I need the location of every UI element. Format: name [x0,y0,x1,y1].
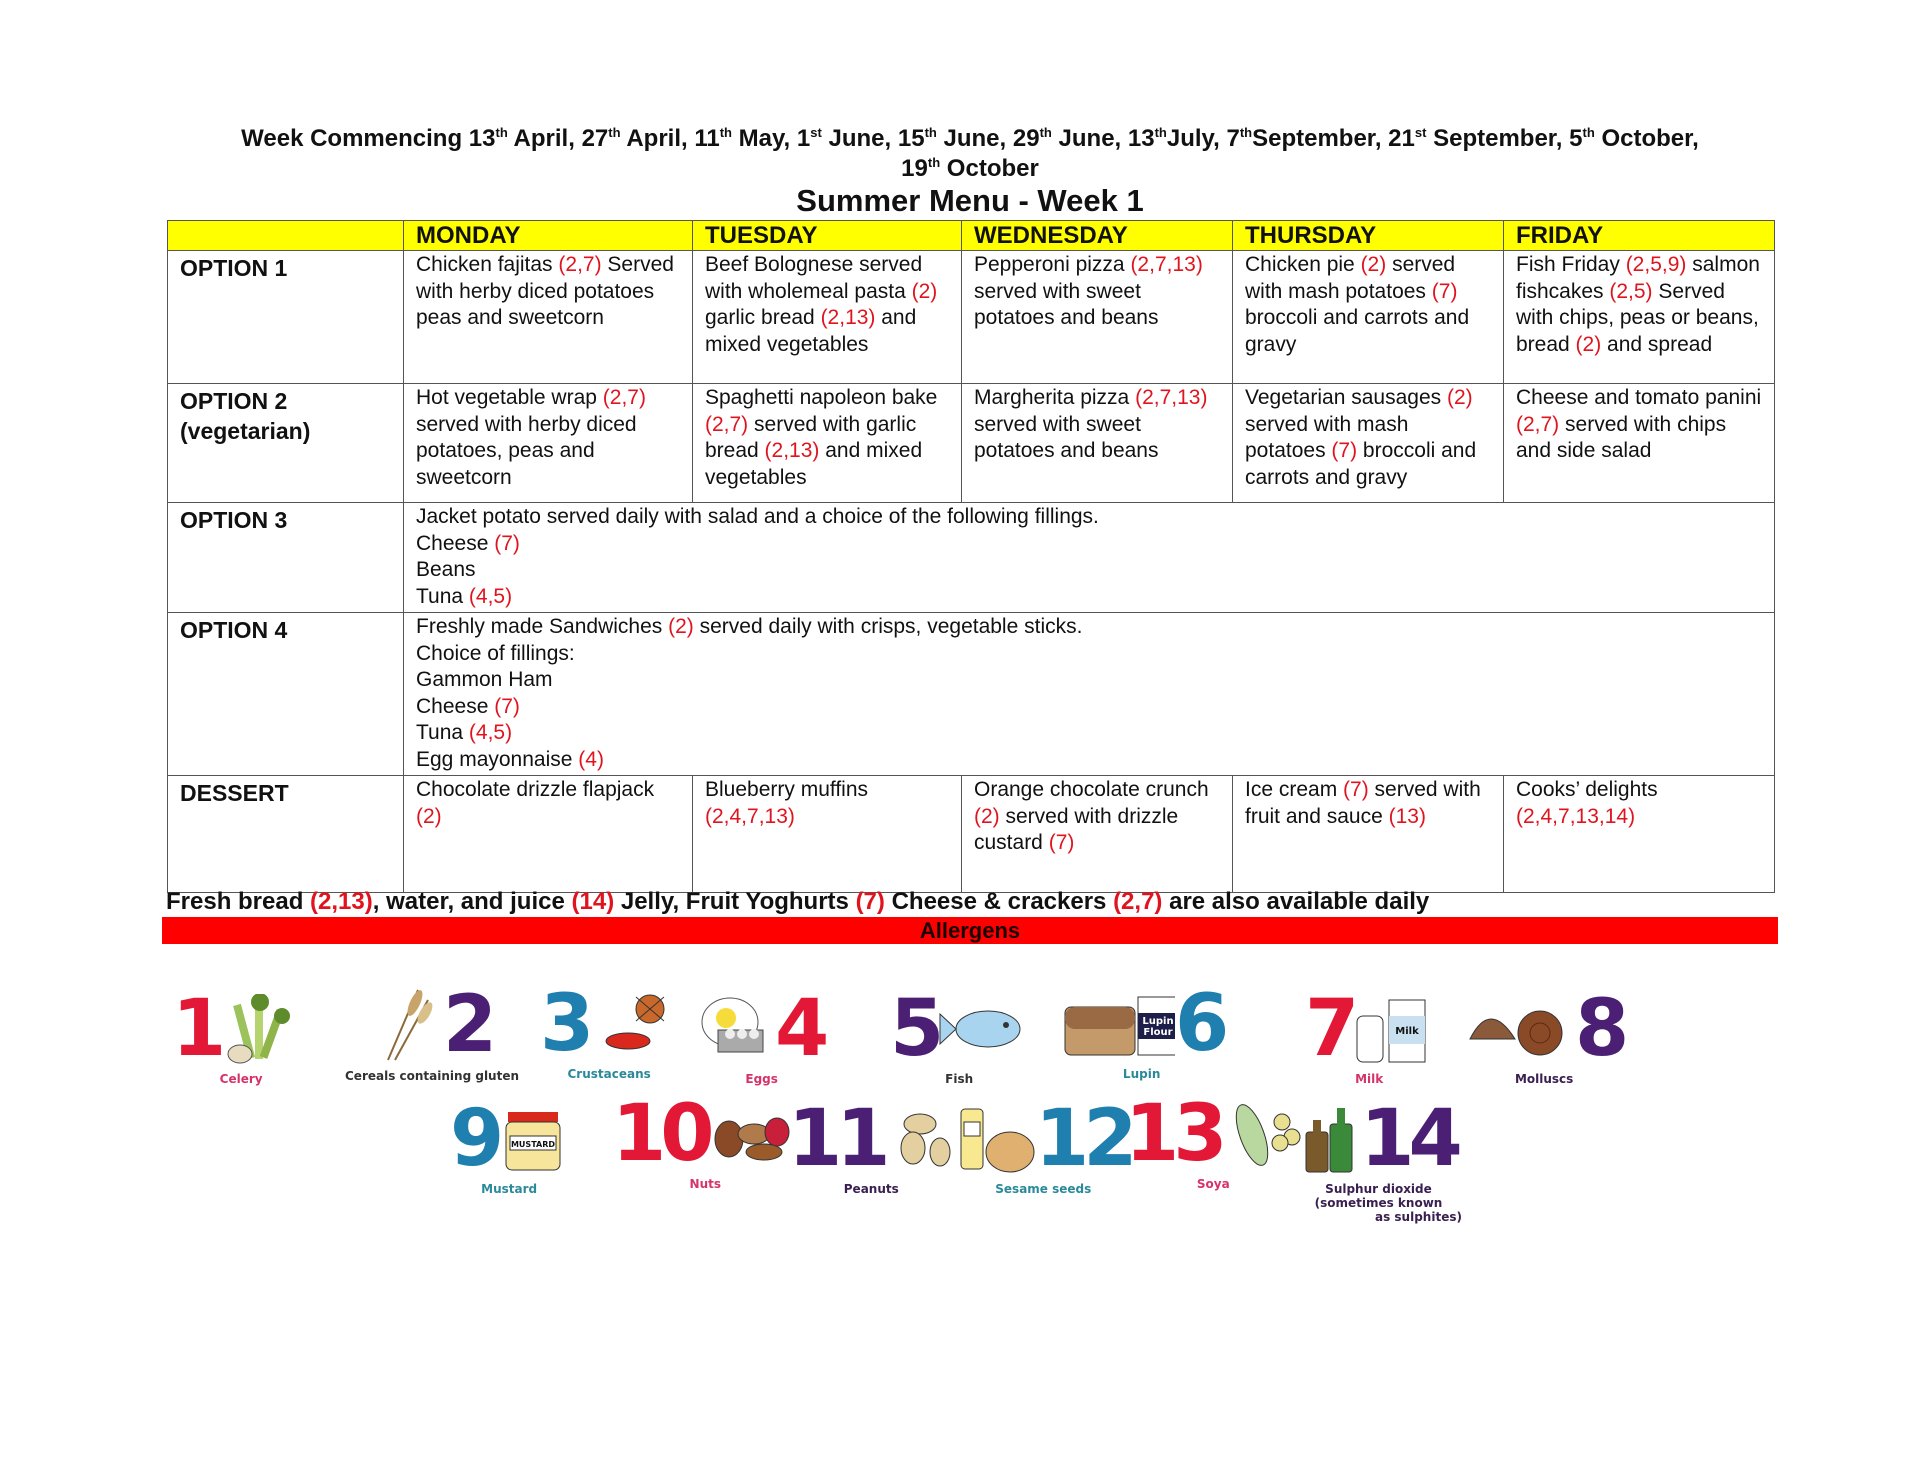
allergen-codes: (2,7) [558,253,602,276]
menu-cell: Margherita pizza (2,7,13) served with sweet potatoes and beans [962,384,1233,503]
row-label: DESSERT [168,776,404,893]
row-label-line: (vegetarian) [180,418,311,444]
allergen-codes: (2,7) [602,386,646,409]
option-4-row [168,613,1775,776]
dates-line: Week Commencing 13th April, 27th April, 11th May, 1st June, 15th June, 29th June, 13thJuly, 7thSeptember, 21st September, 5th October, [241,125,1699,152]
allergen-picture [890,984,1028,1074]
allergen-picture [612,1089,799,1179]
allergen-picture [955,1094,1132,1184]
allergen-label: Fish [945,1072,974,1086]
allergen-label: Soya [1196,1177,1230,1191]
allergen-picture [540,979,678,1069]
row-label: OPTION 4 [168,613,404,776]
fish-icon [938,999,1028,1059]
allergen-codes: (2,5,9) [1625,253,1687,276]
row-label-line: OPTION 2 [180,388,288,414]
allergen-picture [1465,984,1624,1074]
nuts-icon [709,1104,799,1164]
allergen-codes: (2,4,7,13) [705,804,795,828]
allergen-label: Milk [1355,1072,1384,1086]
day-monday: MONDAY [404,221,693,251]
allergens-banner: Allergens [162,917,1778,944]
allergen-item [172,984,310,1086]
menu-cell: Chocolate drizzle flapjack (2) [404,776,693,893]
day-thursday: THURSDAY [1233,221,1504,251]
allergen-item [955,1094,1132,1196]
daily-extras-note: Fresh bread (2,13), water, and juice (14) Jelly, Fruit Yoghurts (7) Cheese & crackers (2,7) are also available daily [166,888,1430,915]
allergen-item [1060,979,1224,1081]
menu-cell: Cooks’ delights (2,4,7,13,14) [1504,776,1775,893]
spanning-cell [404,503,1775,613]
row-label: OPTION 1 [168,251,404,384]
menu-cell: Orange chocolate crunch (2) served with drizzle custard (7) [962,776,1233,893]
allergen-codes: (2,13) [764,439,820,462]
allergen-item [890,984,1028,1086]
day-friday: FRIDAY [1504,221,1775,251]
allergen-codes: (2,7,13) [1135,386,1208,409]
celery-icon [220,994,310,1064]
allergen-picture [1305,984,1433,1074]
menu-table [167,220,1775,893]
allergen-number: 4 [775,984,824,1074]
allergen-codes: (2,7) [1516,412,1560,436]
allergen-number: 1 [172,984,221,1074]
sesame-icon [955,1104,1035,1174]
allergen-picture [373,980,492,1070]
allergen-item [1295,1094,1462,1224]
spanning-cell [404,613,1775,776]
allergen-picture [172,984,310,1074]
bottles-icon [1300,1104,1360,1174]
allergen-number: 9 [450,1094,499,1184]
week-commencing-dates [160,124,1780,184]
menu-line: Beans [416,558,476,581]
allergen-codes: (2) [1446,386,1473,409]
allergen-item [540,979,678,1081]
menu-line: Jacket potato served daily with salad and a choice of the following fillings. [416,505,1099,528]
allergen-codes: (7) [1343,778,1369,801]
svg-text:Flour: Flour [1143,1027,1173,1038]
crab-icon [588,989,678,1059]
allergen-codes: (2) [416,804,442,828]
allergen-codes: (2,7) [1113,888,1163,915]
menu-cell: Chicken pie (2) served with mash potatoes (7) broccoli and carrots and gravy [1233,251,1504,384]
day-wednesday: WEDNESDAY [962,221,1233,251]
allergen-label: Peanuts [843,1182,899,1196]
menu-cell: Ice cream (7) served with fruit and sauce (13) [1233,776,1504,893]
allergen-number: 3 [540,979,589,1069]
dessert-row [168,776,1775,893]
allergen-label: Molluscs [1514,1072,1574,1086]
allergen-codes: (14) [571,888,615,915]
menu-cell: Vegetarian sausages (2) served with mash potatoes (7) broccoli and carrots and gravy [1233,384,1504,503]
allergen-codes: (7) [855,888,885,915]
allergen-number: 13 [1125,1089,1222,1179]
menu-line: Egg mayonnaise (4) [416,747,604,771]
menu-cell: Beef Bolognese served with wholemeal pasta (2) garlic bread (2,13) and mixed vegetables [693,251,962,384]
menu-cell: Blueberry muffins (2,4,7,13) [693,776,962,893]
allergen-picture [450,1094,568,1184]
allergen-picture [1300,1094,1457,1184]
menu-line: Gammon Ham [416,668,553,691]
allergen-codes: (2,5) [1609,279,1653,303]
allergen-number: 12 [1035,1094,1132,1184]
allergen-codes: (2) [668,615,694,638]
peanut-icon [885,1104,955,1174]
svg-text:MUSTARD: MUSTARD [511,1140,556,1149]
allergen-item [788,1094,955,1196]
allergen-item [1305,984,1433,1086]
allergen-codes: (4) [578,747,604,771]
allergen-number: 14 [1360,1094,1457,1184]
allergen-number: 10 [612,1089,709,1179]
allergen-picture [788,1094,955,1184]
allergen-codes: (7) [1331,439,1358,462]
allergen-number: 11 [788,1094,885,1184]
allergen-codes: (2) [974,804,1000,828]
corner-cell [168,221,404,251]
allergen-label: Eggs [745,1072,778,1086]
allergen-codes: (7) [494,694,520,718]
svg-text:Milk: Milk [1395,1026,1420,1037]
allergen-codes: (2,7) [705,412,749,436]
menu-line: Cheese (7) [416,694,520,718]
menu-cell: Spaghetti napoleon bake (2,7) served with garlic bread (2,13) and mixed vegetables [693,384,962,503]
day-header-row [168,221,1775,251]
allergen-codes: (2,13) [820,306,876,329]
allergen-item [700,984,824,1086]
day-tuesday: TUESDAY [693,221,962,251]
menu-cell: Chicken fajitas (2,7) Served with herby diced potatoes peas and sweetcorn [404,251,693,384]
menu-title: Summer Menu - Week 1 [796,183,1144,218]
allergen-label: Sulphur dioxide (sometimes known as sulphites) [1314,1182,1462,1224]
allergen-codes: (4,5) [468,584,513,608]
allergen-picture [1060,979,1224,1069]
allergen-picture [700,984,824,1074]
allergen-label: Sesame seeds [995,1182,1092,1196]
allergen-label: Crustaceans [567,1067,651,1081]
wheat-icon [373,985,443,1065]
allergen-item [450,1094,568,1196]
allergen-item [1465,984,1624,1086]
shell-icon [1465,999,1575,1059]
allergen-codes: (7) [494,531,520,555]
row-label [168,384,404,503]
row-label: OPTION 3 [168,503,404,613]
allergen-codes: (7) [1048,831,1075,854]
option-2-row [168,384,1775,503]
allergen-codes: (2) [1575,332,1602,356]
menu-cell: Cheese and tomato panini (2,7) served with chips and side salad [1504,384,1775,503]
allergen-label: Lupin [1122,1067,1161,1081]
allergen-picture [1125,1089,1302,1179]
menu-line: Tuna (4,5) [416,584,513,608]
menu-line: Freshly made Sandwiches (2) served daily with crisps, vegetable sticks. [416,615,1083,638]
allergen-codes: (2,7,13) [1130,253,1203,276]
allergen-number: 6 [1175,979,1224,1069]
allergen-label: Cereals containing gluten [345,1069,520,1083]
mustard-icon [498,1104,568,1174]
menu-cell: Hot vegetable wrap (2,7) served with herby diced potatoes, peas and sweetcorn [404,384,693,503]
allergen-codes: (2) [911,279,938,303]
menu-line: Choice of fillings: [416,641,575,665]
allergen-codes: (7) [1431,279,1458,303]
allergen-label: Nuts [689,1177,721,1191]
allergen-codes: (13) [1388,804,1426,828]
allergen-codes: (2,13) [310,888,373,915]
allergen-number: 8 [1575,984,1624,1074]
allergen-codes: (2,4,7,13,14) [1516,804,1636,828]
option-1-row [168,251,1775,384]
allergen-item [612,1089,799,1191]
egg-icon [700,994,775,1064]
allergen-item [1125,1089,1302,1191]
allergen-label: Celery [219,1072,263,1086]
allergen-label: Mustard [481,1182,538,1196]
svg-text:Lupin: Lupin [1142,1016,1174,1027]
allergen-codes: (2) [1360,253,1387,276]
allergen-codes: (4,5) [468,721,513,744]
allergen-number: 2 [442,980,492,1070]
allergen-number: 7 [1305,984,1354,1074]
menu-cell: Fish Friday (2,5,9) salmon fishcakes (2,5) Served with chips, peas or beans, bread (2) and spread [1504,251,1775,384]
dates-line: 19th October [901,155,1039,182]
allergen-item [345,980,520,1083]
lupin-flour-icon [1060,989,1175,1059]
menu-cell: Pepperoni pizza (2,7,13) served with sweet potatoes and beans [962,251,1233,384]
menu-line: Tuna (4,5) [416,721,513,744]
allergen-number: 5 [890,984,939,1074]
soya-icon [1222,1097,1302,1172]
option-3-row [168,503,1775,613]
milk-icon [1353,994,1433,1064]
menu-line: Cheese (7) [416,531,520,555]
